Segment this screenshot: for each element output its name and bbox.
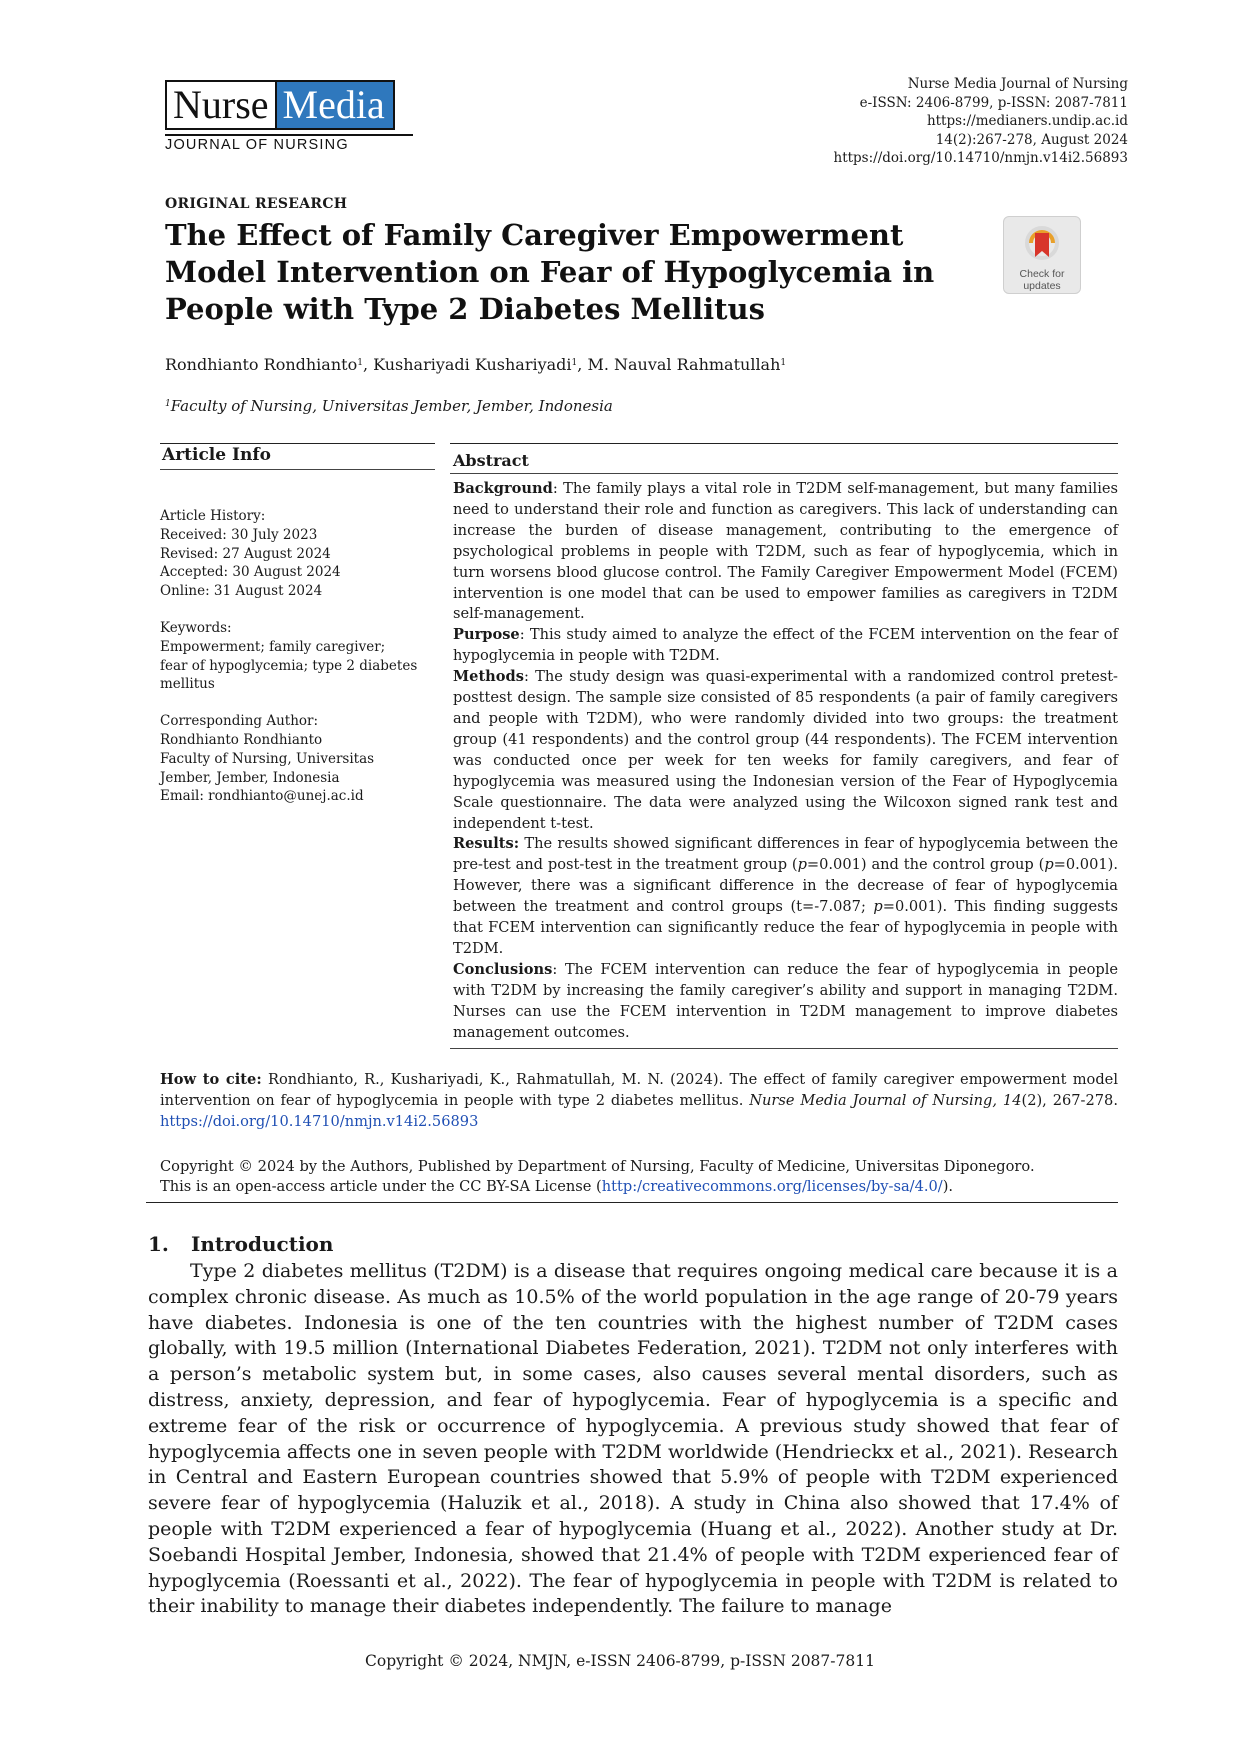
affiliation-mark: 1 bbox=[165, 399, 171, 409]
logo-media-text: Media bbox=[275, 80, 395, 130]
abstract-background bbox=[453, 479, 1118, 625]
updates-line2: updates bbox=[1023, 280, 1061, 292]
abstract-purpose bbox=[453, 625, 1118, 667]
copyright-line: Copyright © 2024 by the Authors, Published by Department of Nursing, Faculty of Medicine, Universitas Diponegoro. bbox=[160, 1158, 1035, 1175]
journal-volume: 14(2):267-278, August 2024 bbox=[935, 131, 1128, 148]
introduction-paragraph: Type 2 diabetes mellitus (T2DM) is a disease that requires ongoing medical care because it is a complex chronic disease. As much as 10.5% of the world population in the age range of 20-79 years have diabetes. Indonesia is one of the ten countries with the highest number of T2DM cases globally, with 19.5 million (International Diabetes Federation, 2021). T2DM not only interferes with a person’s metabolic system but, in some cases, also causes several mental disorders, such as distress, anxiety, depression, and fear of hypoglycemia. Fear of hypoglycemia is a specific and extreme fear of the risk or occurrence of hypoglycemia. A previous study showed that fear of hypoglycemia affects one in seven people with T2DM worldwide (Hendrieckx et al., 2021). Research in Central and Eastern European countries showed that 5.9% of people with T2DM experienced severe fear of hypoglycemia (Haluzik et al., 2018). A study in China also showed that 17.4% of people with T2DM experienced a fear of hypoglycemia (Huang et al., 2022). Another study at Dr. Soebandi Hospital Jember, Indonesia, showed that 21.4% of people with T2DM experienced fear of hypoglycemia (Roessanti et al., 2022). The fear of hypoglycemia in people with T2DM is related to their inability to manage their diabetes independently. The failure to manage bbox=[148, 1260, 1118, 1618]
info-heading-rule bbox=[160, 469, 435, 470]
author-affil-mark: 1 bbox=[571, 358, 578, 368]
affiliation bbox=[165, 397, 613, 415]
purpose-text: : This study aimed to analyze the effect of the FCEM intervention on the fear of hypoglycemia in people with T2DM. bbox=[453, 626, 1118, 665]
article-history bbox=[160, 507, 440, 601]
results-text: =0.001). This finding suggests that FCEM intervention can significantly reduce the fear of hypoglycemia in people with T2DM. bbox=[453, 898, 1118, 957]
revised-date: Revised: 27 August 2024 bbox=[160, 545, 331, 562]
page-footer: Copyright © 2024, NMJN, e-ISSN 2406-8799, p-ISSN 2087-7811 bbox=[365, 1652, 875, 1670]
abstract-results bbox=[453, 834, 1118, 959]
conclusions-text: : The FCEM intervention can reduce the fear of hypoglycemia in people with T2DM by increasing the family caregiver’s ability and support in managing T2DM. Nurses can use the FCEM intervention in T2DM management to improve diabetes management outcomes. bbox=[453, 960, 1118, 1041]
results-text: The results showed significant differences in fear of hypoglycemia between the pre-test and post-test in the treatment group ( bbox=[453, 835, 1118, 874]
author-list bbox=[165, 355, 786, 374]
corr-email[interactable]: Email: rondhianto@unej.ac.id bbox=[160, 788, 364, 805]
license-text: This is an open-access article under the CC BY-SA License ( bbox=[160, 1178, 602, 1195]
history-label: Article History: bbox=[160, 508, 266, 524]
journal-url[interactable]: https://medianers.undip.ac.id bbox=[926, 113, 1128, 129]
section-heading-introduction bbox=[148, 1232, 333, 1256]
citation-doi-link[interactable]: https://doi.org/10.14710/nmjn.v14i2.56893 bbox=[160, 1113, 479, 1130]
p-symbol: p bbox=[797, 856, 807, 874]
accepted-date: Accepted: 30 August 2024 bbox=[160, 564, 341, 581]
copyright-bottom-rule bbox=[146, 1202, 1118, 1203]
journal-logo bbox=[165, 80, 413, 154]
journal-name: Nurse Media Journal of Nursing bbox=[907, 76, 1128, 92]
p-symbol: p bbox=[1044, 856, 1054, 874]
section-number: 1. bbox=[148, 1232, 169, 1256]
keywords-label: Keywords: bbox=[160, 619, 232, 636]
keywords-line: fear of hypoglycemia; type 2 diabetes bbox=[160, 657, 418, 674]
citation-issue: (2), 267-278. bbox=[1021, 1092, 1118, 1109]
conclusions-label: Conclusions bbox=[453, 960, 553, 978]
article-info bbox=[160, 507, 440, 824]
license-line bbox=[160, 1177, 1118, 1197]
keywords-line: mellitus bbox=[160, 676, 215, 693]
license-link[interactable]: http:/creativecommons.org/licenses/by-sa/4.0/ bbox=[601, 1178, 943, 1195]
citation-text: Rondhianto, R., Kushariyadi, K., Rahmatullah, M. N. (2024). The effect of family caregiver empowerment model intervention on fear of hypoglycemia in people with type 2 diabetes mellitus. bbox=[160, 1071, 1118, 1109]
received-date: Received: 30 July 2023 bbox=[160, 526, 318, 543]
how-to-cite-label: How to cite: bbox=[160, 1071, 262, 1088]
author-affil-mark: 1 bbox=[780, 358, 787, 368]
abstract-bottom-rule bbox=[450, 1048, 1118, 1049]
methods-text: : The study design was quasi-experimental with a randomized control pretest-posttest design. The sample size consisted of 85 respondents (a pair of family caregivers and people with T2DM), who were randomly divided into two groups: the treatment group (41 respondents) and the control group (44 respondents). The FCEM intervention was conducted once per week for ten weeks for family caregivers, and fear of hypoglycemia was measured using the Indonesian version of the Fear of Hypoglycemia Scale questionnaire. The data were analyzed using the Wilcoxon signed rank test and independent t-test. bbox=[453, 668, 1118, 832]
logo-subtitle: JOURNAL OF NURSING bbox=[165, 134, 413, 153]
logo-nurse-text: Nurse bbox=[165, 80, 275, 130]
abstract-top-rule bbox=[450, 443, 1118, 444]
journal-meta bbox=[834, 75, 1129, 168]
abstract-heading-rule bbox=[450, 473, 1118, 474]
background-label: Background bbox=[453, 480, 553, 497]
corr-affiliation: Jember, Jember, Indonesia bbox=[160, 769, 340, 786]
how-to-cite bbox=[160, 1069, 1118, 1132]
corr-affiliation: Faculty of Nursing, Universitas bbox=[160, 750, 375, 767]
license-text: ). bbox=[942, 1178, 954, 1195]
online-date: Online: 31 August 2024 bbox=[160, 583, 323, 600]
journal-doi[interactable]: https://doi.org/10.14710/nmjn.v14i2.56893 bbox=[833, 150, 1128, 166]
author-name: Rondhianto Rondhianto bbox=[165, 355, 358, 374]
author-name: Kushariyadi Kushariyadi bbox=[373, 355, 572, 374]
background-text: : The family plays a vital role in T2DM self-management, but many families need to understand their role and function as caregivers. This lack of understanding can increase the burden of disease management, contributing to the emergence of psychological problems in people with T2DM, such as fear of hypoglycemia, which in turn worsens blood glucose control. The Family Caregiver Empowerment Model (FCEM) intervention is one model that can be used to empower families as caregivers in T2DM self-management. bbox=[453, 480, 1118, 623]
purpose-label: Purpose bbox=[453, 626, 520, 644]
abstract-heading: Abstract bbox=[453, 451, 529, 470]
abstract-methods bbox=[453, 667, 1118, 834]
citation-journal: Nurse Media Journal of Nursing, 14 bbox=[749, 1092, 1022, 1109]
author-affil-mark: 1 bbox=[357, 358, 363, 368]
corr-name: Rondhianto Rondhianto bbox=[160, 731, 323, 748]
info-top-rule bbox=[160, 443, 435, 444]
journal-issn: e-ISSN: 2406-8799, p-ISSN: 2087-7811 bbox=[859, 94, 1128, 111]
results-text: =0.001). However, there was a significant difference in the decrease of fear of hypoglycemia between the treatment and control groups (t=-7.087; bbox=[453, 856, 1118, 916]
corr-label: Corresponding Author: bbox=[160, 713, 319, 730]
section-label: ORIGINAL RESEARCH bbox=[165, 196, 348, 212]
affiliation-text: Faculty of Nursing, Universitas Jember, Jember, Indonesia bbox=[170, 397, 613, 415]
abstract-body bbox=[453, 479, 1118, 1043]
copyright-notice bbox=[160, 1157, 1118, 1197]
author-name: M. Nauval Rahmatullah bbox=[587, 355, 781, 374]
author-sep: , bbox=[362, 355, 374, 374]
keywords-line: Empowerment; family caregiver; bbox=[160, 638, 386, 655]
author-sep: , bbox=[577, 355, 588, 374]
bookmark-ribbon-icon bbox=[1024, 225, 1060, 265]
article-info-heading: Article Info bbox=[162, 445, 271, 465]
results-text: =0.001) and the control group ( bbox=[806, 856, 1045, 874]
methods-label: Methods bbox=[453, 668, 524, 686]
p-symbol: p bbox=[873, 898, 883, 916]
check-for-updates-badge[interactable] bbox=[1003, 216, 1081, 294]
updates-line1: Check for bbox=[1019, 268, 1065, 280]
section-title: Introduction bbox=[191, 1232, 334, 1256]
abstract-conclusions bbox=[453, 960, 1118, 1044]
keywords bbox=[160, 619, 440, 694]
results-label: Results: bbox=[453, 835, 520, 853]
corresponding-author bbox=[160, 712, 440, 806]
paper-title: The Effect of Family Caregiver Empowerment Model Intervention on Fear of Hypoglycemia in People with Type 2 Diabetes Mellitus bbox=[165, 218, 935, 326]
